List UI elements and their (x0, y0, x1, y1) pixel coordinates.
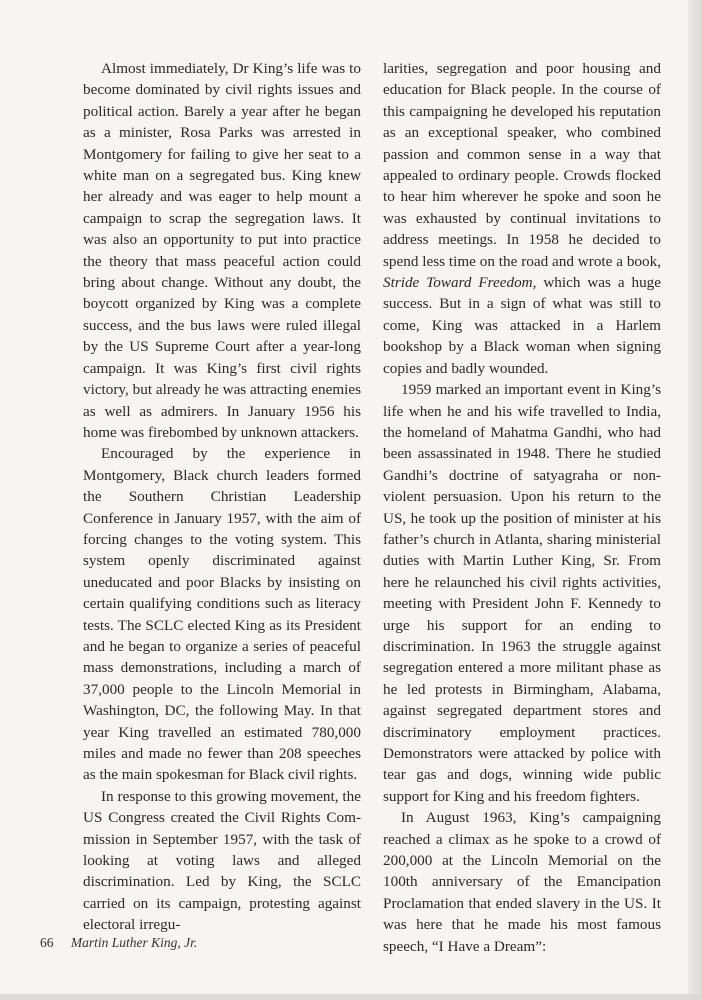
paragraph: In August 1963, King’s campaigning reached a climax as he spoke to a crowd of 200,000 at the Lincoln Memorial on the 100th anniversary of the Emancipation Proclamation that ended slavery in the US. It was here that he made his most famous speech, “I Have a Dream”: (383, 809, 661, 955)
paragraph-continued (383, 58, 661, 379)
paragraph: 1959 marked an important event in King’s life when he and his wife travelled to India, the homeland of Mahatma Gandhi, who had been assassinated in 1948. There he studied Gandhi’s doctrine of satyagraha or non-violent persuasion. Upon his return to the US, he took up the position of minister at his father’s church in Atlanta, sharing ministerial duties with Martin Luther King, Sr. From here he relaunched his civil rights activities, meeting with President John F. Kennedy to urge his support for an ending to discrimination. In 1963 the struggle against segregation entered a more militant phase as he led protests in Birmingham, Alabama, against segregated department stores and discriminatory employment practices. Demonstrators were attacked by police with tear gas and dogs, winning wide public support for King and his freedom fighters. (383, 381, 661, 805)
page-bottom-edge (0, 994, 702, 1000)
page-edge-shadow (688, 0, 702, 1000)
left-text-column (83, 58, 361, 936)
right-text-column (383, 58, 661, 957)
page-footer (40, 935, 197, 951)
paragraph-text: , which was a huge success. But in a sign of what was still to come, King was attacked in a Harlem bookshop by a Black woman when signing copies and badly wounded. (383, 274, 661, 377)
paragraph: In response to this growing movement, the US Congress created the Civil Rights Commission in September 1957, with the task of looking at voting laws and alleged discrimination. Led by King, the SCLC carried on its campaign, protesting against electoral irregu- (83, 787, 361, 934)
paragraph: Almost immediately, Dr King’s life was to become dominated by civil rights issues and political action. Barely a year after he began as a minister, Rosa Parks was arrested in Montgomery for failing to give her seat to a white man on a segregated bus. King knew her already and was eager to help mount a campaign to scrap the segregation laws. It was also an opportunity to put into practice the theory that mass peaceful action could bring about change. Without any doubt, the boycott organized by King was a complete success, and the bus laws were ruled illegal by the US Supreme Court after a year-long campaign. It was King’s first civil rights victory, but already he was attracting enemies as well as admirers. In January 1956 his home was firebombed by unknown attackers. (83, 60, 361, 441)
paragraph: Encouraged by the experience in Montgomery, Black church leaders formed the Southern Christian Leadership Conference in January 1957, with the aim of forcing changes to the voting system. This system openly discriminated against uneducated and poor Blacks by insisting on certain qualifying conditions such as literacy tests. The SCLC elected King as its President and he began to organize a series of peaceful mass demonstrations, including a march of 37,000 people to the Lincoln Memorial in Washington, DC, the following May. In that year King travelled an estimated 780,000 miles and made no fewer than 208 speeches as the main spokesman for Black civil rights. (83, 445, 361, 784)
paragraph-text: larities, segregation and poor housing and education for Black people. In the course of this campaigning he developed his reputation as an exceptional speaker, who combined passion and common sense in a way that appealed to ordinary people. Crowds flocked to hear him wherever he spoke and soon he was exhausted by continual invitations to address meetings. In 1958 he decided to spend less time on the road and wrote a book, (383, 60, 661, 270)
book-title-italic: Stride Toward Freedom (383, 274, 533, 292)
page-number: 66 (40, 935, 54, 950)
running-title: Martin Luther King, Jr. (70, 935, 198, 950)
